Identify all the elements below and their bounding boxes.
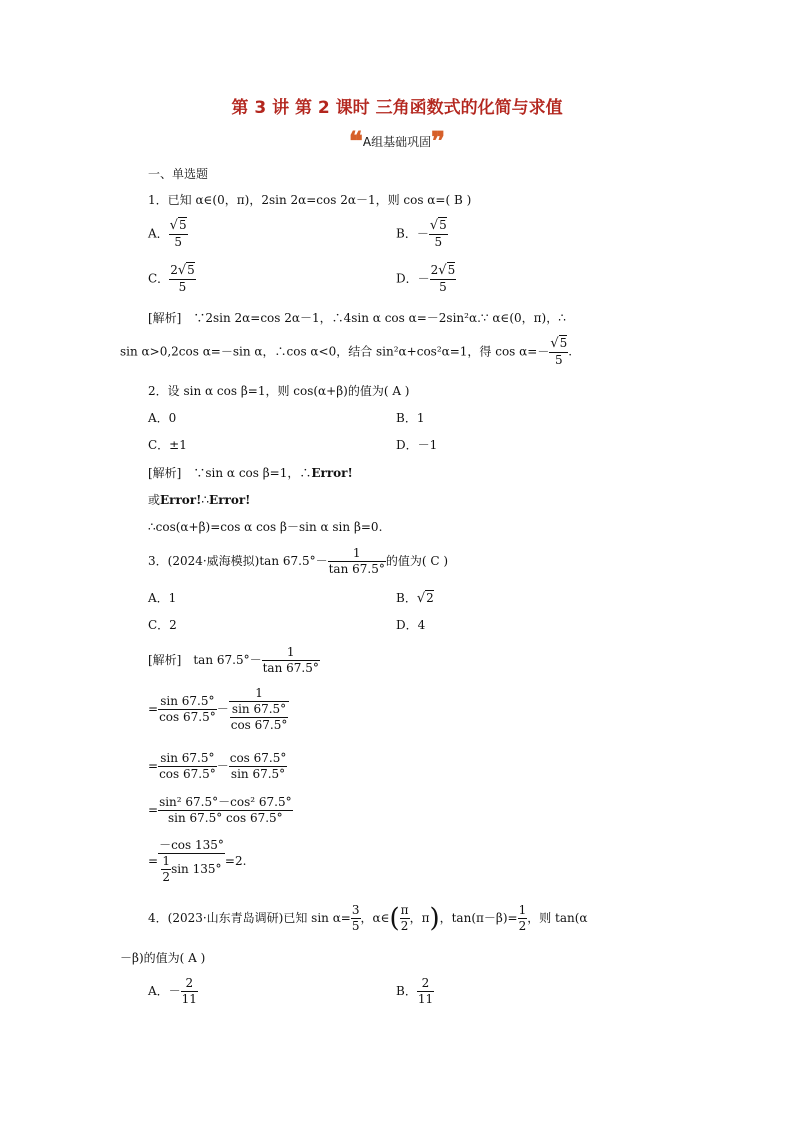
q3-solution-step5: = －cos 135° $\frac{1}{2}$ sin 135° =2.	[148, 838, 247, 884]
right-quote-icon: ❞	[431, 127, 446, 157]
q1-option-a: A． $\frac{√5}{5}$	[148, 218, 187, 250]
q4-option-a: A．－ $\frac{2}{11}$	[148, 976, 197, 1006]
q3-option-b: B．√2	[396, 591, 434, 606]
q2-option-b: B．1	[396, 411, 425, 425]
q3-option-c: C．2	[148, 618, 177, 632]
q1-solution-line1: [解析] ∵2sin 2α=cos 2α－1，∴4sin α cos α=－2sin²α.∵ α∈(0，π)，∴	[148, 311, 566, 325]
q3-solution-step3: = $\frac{\sin 67.5^\circ}{\cos 67.5^\circ}$ － $\frac{\cos 67.5^\circ}{\sin 67.5^\circ}$	[148, 751, 287, 781]
q4-option-b: B． $\frac{2}{11}$	[396, 976, 434, 1006]
left-quote-icon: ❝	[348, 127, 363, 157]
group-banner	[0, 127, 794, 157]
q2-solution-line1: [解析] ∵sin α cos β=1，∴Error!	[148, 466, 353, 480]
q4-stem-line1: 4．(2023·山东青岛调研)已知 sin α= $\frac{3}{5}$ ，α∈( $\frac{\pi}{2}$ ，π)，tan(π－β)= $\frac{1}{2}$ ，则 tan(α	[148, 903, 588, 934]
q1-solution-line2: sin α>0,2cos α=－sin α，∴cos α<0，结合 sin²α+cos²α=1，得 cos α=－ $\frac{√5}{5}$ .	[120, 336, 573, 368]
q3-option-a: A．1	[148, 591, 177, 605]
q3-option-d: D．4	[396, 618, 426, 632]
q1-stem: 1．已知 α∈(0，π)，2sin 2α=cos 2α－1，则 cos α=( B )	[148, 193, 472, 207]
q3-solution-step1: [解析] tan 67.5°－ $\frac{1}{\tan 67.5^\circ}$	[148, 645, 319, 675]
q2-solution-line2: 或Error!∴Error!	[148, 493, 251, 507]
q1-option-d: D．－ $\frac{2√5}{5}$	[396, 263, 456, 295]
q2-option-a: A．0	[148, 411, 177, 425]
q2-stem: 2．设 sin α cos β=1，则 cos(α+β)的值为( A )	[148, 384, 410, 398]
q2-option-c: C．±1	[148, 438, 187, 452]
section-heading: 一、单选题	[148, 167, 209, 181]
group-label: A组基础巩固	[362, 134, 432, 149]
q3-stem: 3．(2024·威海模拟)tan 67.5°－ $\frac{1}{\tan 67.5^\circ}$ 的值为( C )	[148, 546, 449, 576]
q3-solution-step2: = $\frac{\sin 67.5^\circ}{\cos 67.5^\circ}$ － $\frac{1}{\frac{\sin 67.5^\circ}{\cos 67.5^\circ}}$	[148, 686, 288, 732]
q1-option-c: C． $\frac{2√5}{5}$	[148, 263, 195, 295]
q2-solution-line3: ∴cos(α+β)=cos α cos β－sin α sin β=0.	[148, 520, 383, 534]
q4-stem-line2: －β)的值为( A )	[120, 951, 206, 965]
q1-option-b: B．－ $\frac{√5}{5}$	[396, 218, 447, 250]
q2-option-d: D．－1	[396, 438, 438, 452]
q3-solution-step4: = $\frac{\text{sin² 67.5°－cos² 67.5°}}{\sin 67.5^\circ \cos 67.5^\circ}$	[148, 795, 292, 825]
page-title: 第 3 讲 第 2 课时 三角函数式的化简与求值	[231, 98, 563, 118]
